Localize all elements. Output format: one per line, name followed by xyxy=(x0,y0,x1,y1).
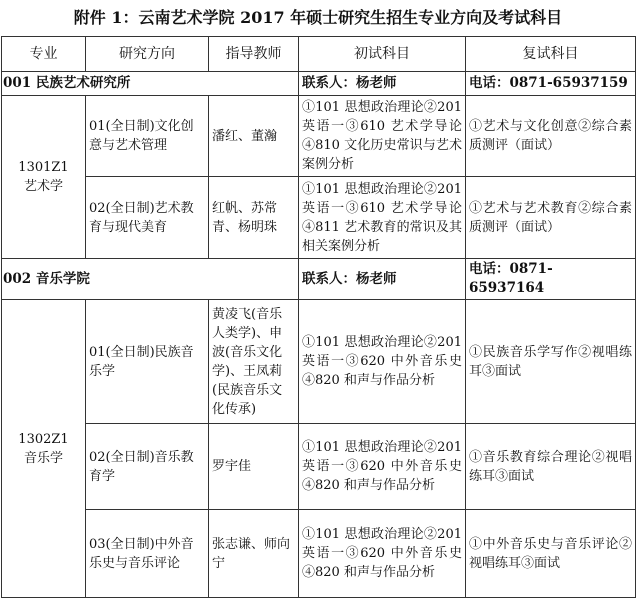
section-row xyxy=(2,259,636,300)
page-title: 附件 1：云南艺术学院 2017 年硕士研究生招生专业方向及考试科目 xyxy=(73,8,563,27)
initial-exam-cell: ①101 思想政治理论②201 英语一③620 中外音乐史④820 和声与作品分析 xyxy=(299,510,466,598)
advisor-cell: 红帆、苏常青、杨明珠 xyxy=(209,177,299,259)
retest-cell: ①艺术与文化创意②综合素质测评（面试） xyxy=(466,96,636,177)
retest-cell: ①艺术与艺术教育②综合素质测评（面试） xyxy=(466,177,636,259)
header-advisor: 指导教师 xyxy=(209,37,299,72)
major-name: 音乐学 xyxy=(23,450,63,466)
table-row xyxy=(2,510,636,598)
section-name: 001 民族艺术研究所 xyxy=(2,72,299,96)
section-phone: 电话：0871- 65937164 xyxy=(466,259,636,300)
table-row xyxy=(2,177,636,259)
table-row xyxy=(2,424,636,510)
table-row xyxy=(2,300,636,424)
section-phone: 电话：0871-65937159 xyxy=(466,72,636,96)
direction-cell: 02(全日制)艺术教育与现代美育 xyxy=(86,177,209,259)
advisor-cell: 张志谦、师向宁 xyxy=(209,510,299,598)
initial-exam-cell: ①101 思想政治理论②201 英语一③620 中外音乐史④820 和声与作品分析 xyxy=(299,300,466,424)
direction-cell: 01(全日制)民族音乐学 xyxy=(86,300,209,424)
header-row xyxy=(2,37,636,72)
admissions-table xyxy=(1,36,636,598)
header-direction: 研究方向 xyxy=(86,37,209,72)
direction-cell: 03(全日制)中外音乐史与音乐评论 xyxy=(86,510,209,598)
major-name: 艺术学 xyxy=(23,179,63,194)
major-code: 1301Z1 xyxy=(18,160,69,175)
direction-cell: 02(全日制)音乐教育学 xyxy=(86,424,209,510)
advisor-cell: 罗宇佳 xyxy=(209,424,299,510)
section-contact: 联系人：杨老师 xyxy=(299,259,466,300)
header-major: 专业 xyxy=(2,37,86,72)
retest-cell: ①民族音乐学写作②视唱练耳③面试 xyxy=(466,300,636,424)
retest-cell: ①音乐教育综合理论②视唱练耳③面试 xyxy=(466,424,636,510)
major-code: 1302Z1 xyxy=(18,431,69,447)
header-retest: 复试科目 xyxy=(466,37,636,72)
initial-exam-cell: ①101 思想政治理论②201 英语一③620 中外音乐史④820 和声与作品分析 xyxy=(299,424,466,510)
advisor-cell: 潘红、董瀚 xyxy=(209,96,299,177)
advisor-cell: 黄凌飞(音乐人类学)、申波(音乐文化学)、王凤莉(民族音乐文化传承) xyxy=(209,300,299,424)
direction-cell: 01(全日制)文化创意与艺术管理 xyxy=(86,96,209,177)
retest-cell: ①中外音乐史与音乐评论②视唱练耳③面试 xyxy=(466,510,636,598)
section-row xyxy=(2,72,636,96)
header-initial-exam: 初试科目 xyxy=(299,37,466,72)
section-contact: 联系人：杨老师 xyxy=(299,72,466,96)
initial-exam-cell: ①101 思想政治理论②201 英语一③610 艺术学导论④811 艺术教育的常识及其相关案例分析 xyxy=(299,177,466,259)
table-row xyxy=(2,96,636,177)
initial-exam-cell: ①101 思想政治理论②201 英语一③610 艺术学导论④810 文化历史常识与艺术案例分析 xyxy=(299,96,466,177)
major-cell xyxy=(2,300,86,598)
major-cell xyxy=(2,96,86,259)
section-name: 002 音乐学院 xyxy=(2,259,299,300)
